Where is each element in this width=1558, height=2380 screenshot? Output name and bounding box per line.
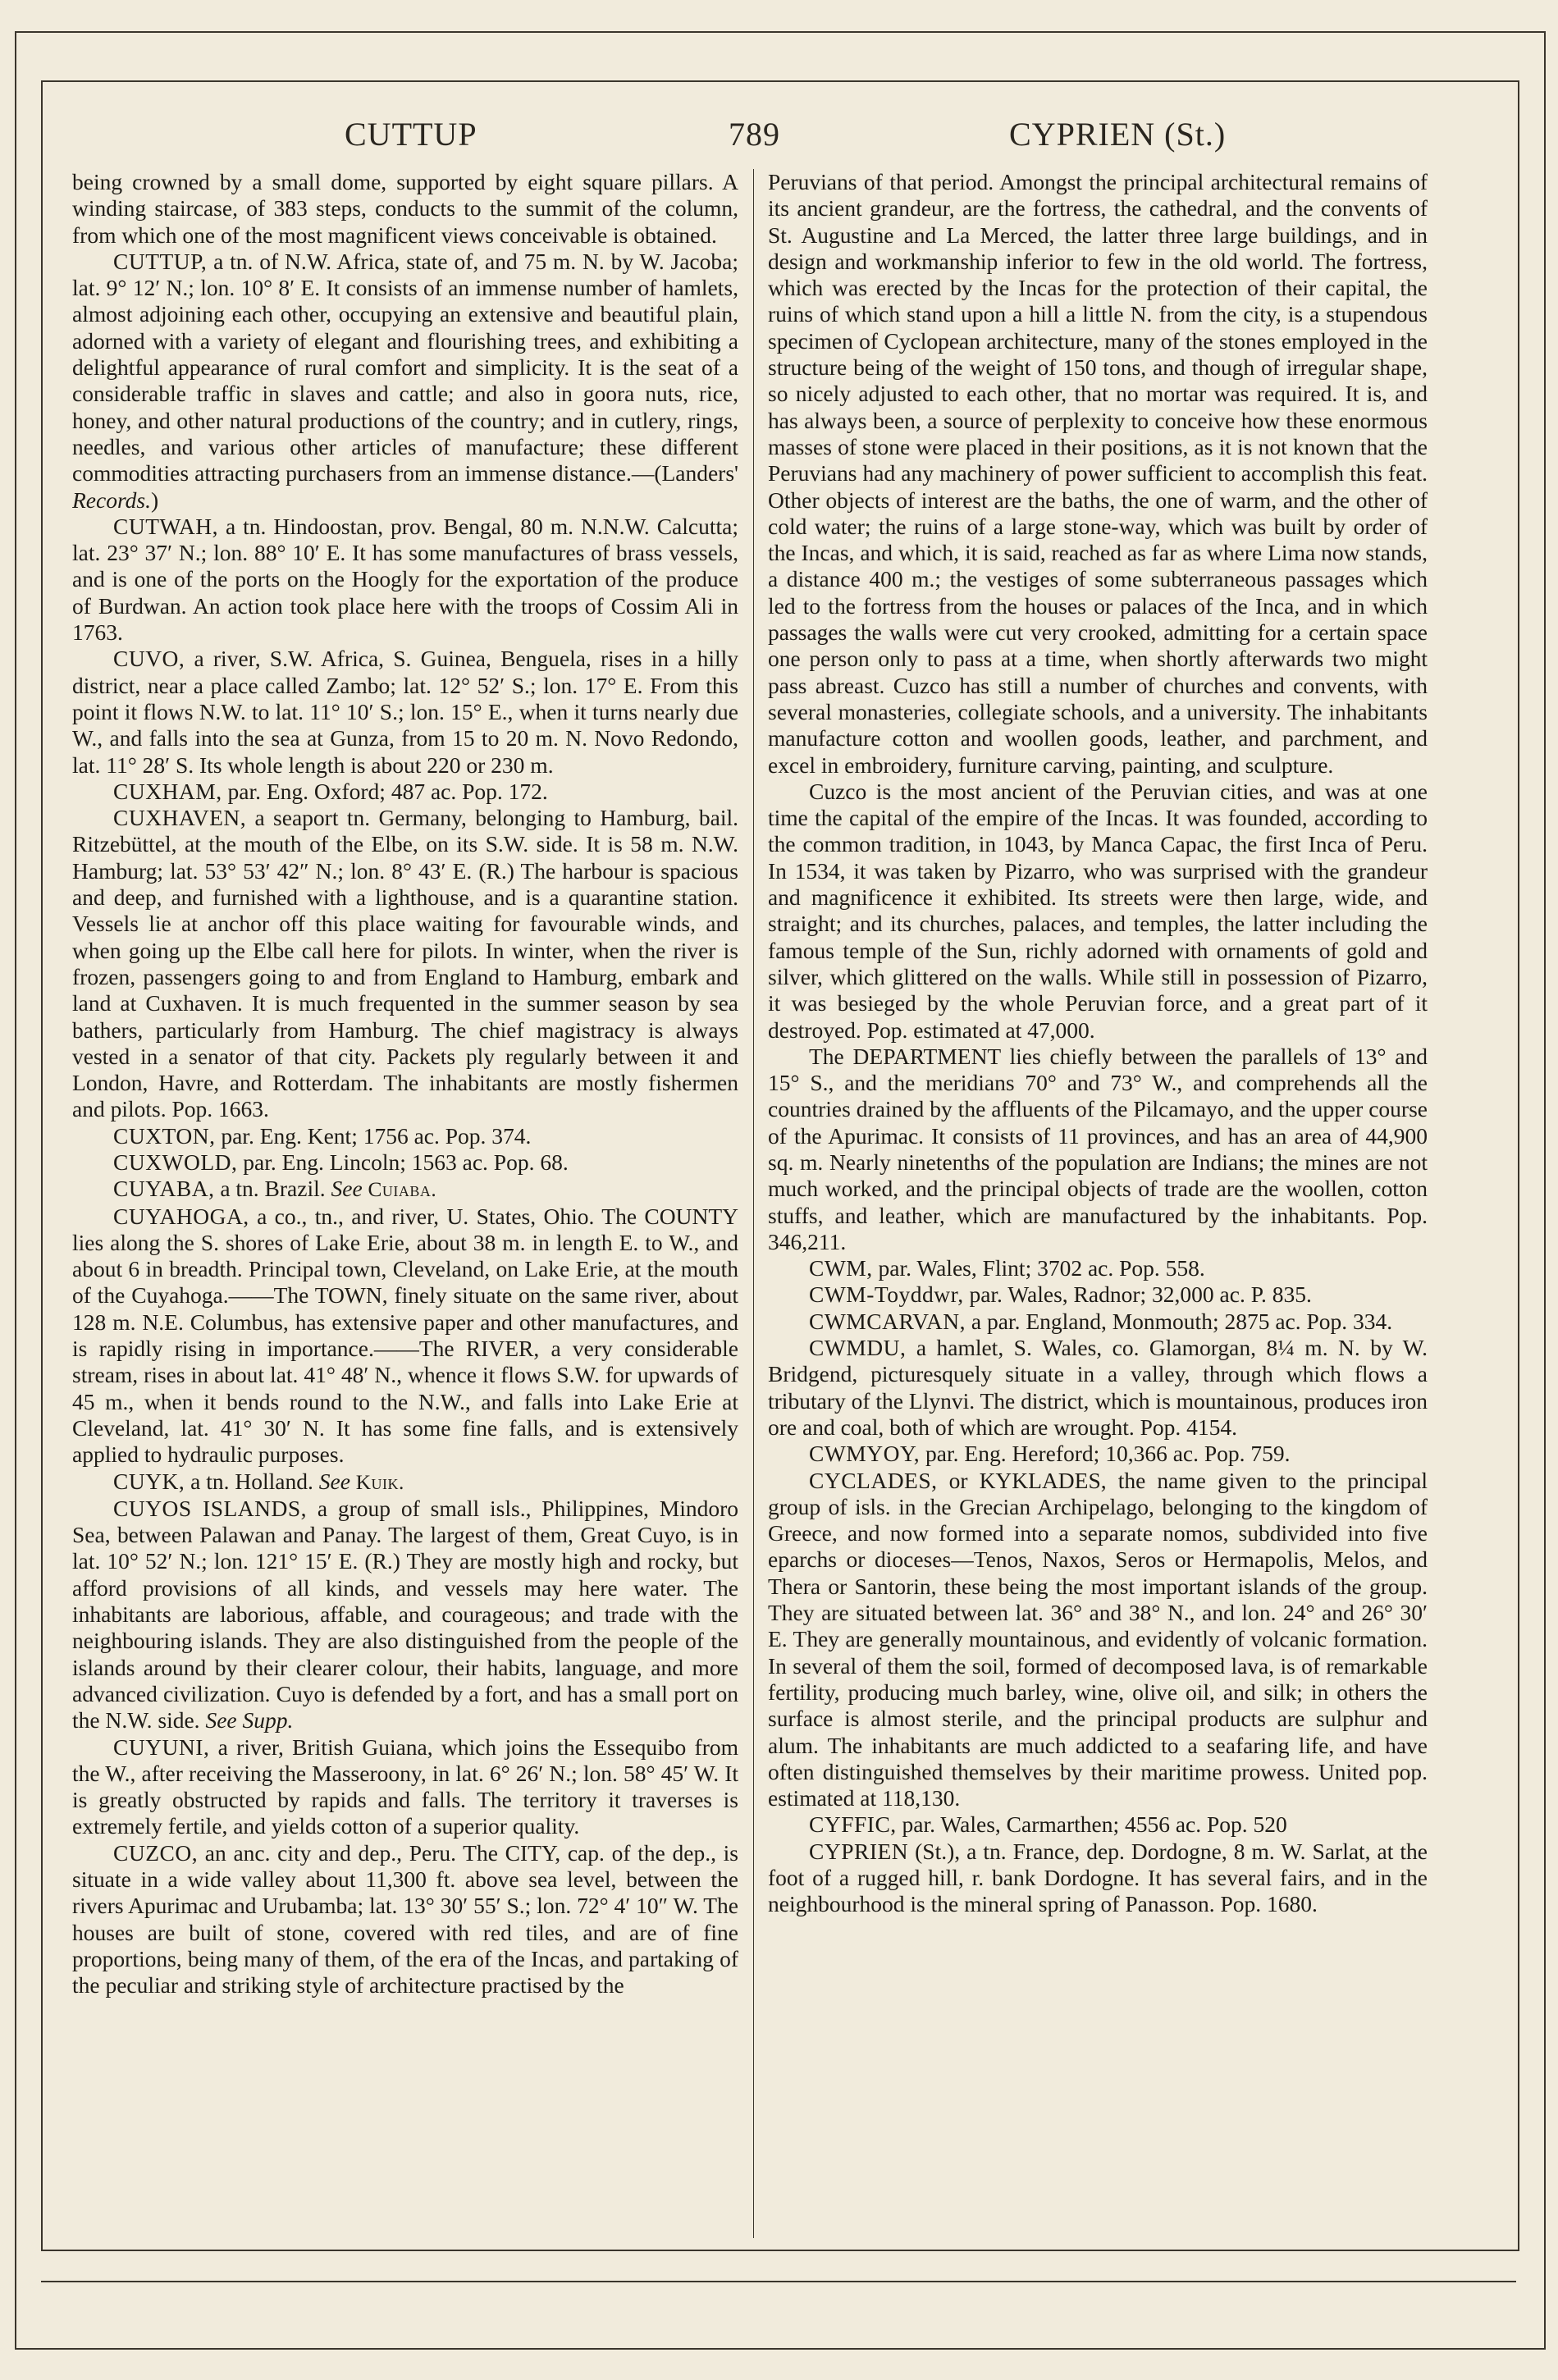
headword: CUYOS ISLANDS, bbox=[113, 1495, 308, 1521]
entry-cuxwold bbox=[72, 1149, 738, 1176]
entry-text: Cuzco is the most ancient of the Peruvian cities, and was at one time the capital of the empire of the Incas. It was founded, according to the common tradition, in 1043, by Manca Capac, the first Inca of Peru. In 1534, it was taken by Pizarro, who was surprised with the grandeur and magnificence it exhibited. Its streets were then large, wide, and straight; and its churches, palaces, and temples, the latter including the famous temple of the Sun, richly adorned with ornaments of gold and silver, which glittered on the walls. While still in possession of Pizarro, it was besieged by the whole Peruvian force, and a great part of it destroyed. Pop. estimated at 47,000. bbox=[768, 778, 1428, 1043]
entry-text: a river, S.W. Africa, S. Guinea, Benguela, rises in a hilly district, near a place called Zambo; lat. 12° 52′ S.; lon. 17° E. From this point it flows N.W. to lat. 11° 10′ S.; lon. 15° E., when it turns nearly due W., and falls into the sea at Gunza, from 15 to 20 m. N. Novo Redondo, lat. 11° 28′ S. Its whole length is about 220 or 230 m. bbox=[72, 646, 738, 778]
entry-cuzco-2 bbox=[768, 779, 1428, 1044]
headword: CYCLADES, bbox=[809, 1467, 938, 1493]
entry-text: being crowned by a small dome, supported by eight square pillars. A winding staircase, of 383 steps, conducts to the summit of the column, from which one of the most magnificent views conceivable is obtained. bbox=[72, 169, 738, 248]
entry-text: par. Eng. Hereford; 10,366 ac. Pop. 759. bbox=[920, 1441, 1291, 1467]
entry-text: par. Wales, Radnor; 32,000 ac. P. 835. bbox=[963, 1281, 1312, 1308]
entry-cyffic bbox=[768, 1811, 1428, 1838]
headword: CWMYOY, bbox=[809, 1441, 921, 1467]
column-divider bbox=[753, 169, 754, 2238]
entry-text: a tn. Hindoostan, prov. Bengal, 80 m. N.N.W. Calcutta; lat. 23° 37′ N.; lon. 88° 10′ E. It has some manufactures of brass vessels, and is one of the ports on the Hoogly for the exportation of the produce of Burdwan. An action took place here with the troops of Cossim Ali in 1763. bbox=[72, 513, 738, 646]
entry-text: Peruvians of that period. Amongst the principal architectural remains of its ancient grandeur, are the fortress, the cathedral, and the convents of St. Augustine and La Merced, the latter three large buildings, and in design and workmanship inferior to few in the old world. The fortress, which was erected by the Incas for the protection of their capital, the ruins of which stand upon a hill a little N. from the city, is a stupendous specimen of Cyclopean architecture, many of the stones employed in the structure being of the weight of 150 tons, and though of irregular shape, so nicely adjusted to each other, that no mortar was required. It is, and has always been, a source of perplexity to conceive how these enormous masses of stone were placed in their positions, as it is not known that the Peruvians had any machinery of power sufficient to accomplish this feat. Other objects of interest are the baths, the one of warm, and the other of cold water; the ruins of a large stone-way, which was built by order of the Incas, and which, it is said, reached as far as where Lima now stands, a distance 400 m.; the vestiges of some subterraneous passages which led to the fortress from the houses or palaces of the Inca, and in which passages the walls were cut very crooked, admitting for a certain space one person only to pass at a time, when shortly afterwards two might pass abreast. Cuzco has still a number of churches and convents, with several monasteries, collegiate schools, and a university. The inhabitants manufacture cotton and woollen goods, leather, and parchment, and excel in embroidery, furniture carving, painting, and sculpture. bbox=[768, 169, 1428, 778]
headword: CUTWAH, bbox=[113, 513, 219, 539]
header-left-guide-word: CUTTUP bbox=[345, 116, 477, 153]
entry-cuxton bbox=[72, 1123, 738, 1149]
headword: CUYABA, bbox=[113, 1176, 215, 1202]
headword: CYFFIC, bbox=[809, 1811, 897, 1838]
entry-text: a group of small isls., Philippines, Mindoro Sea, between Palawan and Panay. The largest of them, Great Cuyo, is in lat. 10° 52′ N.; lon. 121° 15′ E. (R.) They are mostly high and rocky, but afford provisions of all kinds, and vessels may here water. The inhabitants are laborious, affable, and courageous; and trade with the neighbouring islands. They are also distinguished from the people of the islands around by their clearer colour, their habits, language, and more advanced civilization. Cuyo is defended by a fort, and has a small port on the N.W. side. bbox=[72, 1495, 738, 1734]
entry-cuzco-cont bbox=[768, 169, 1428, 779]
entry-cutwah bbox=[72, 514, 738, 646]
entry-cwmyoy bbox=[768, 1441, 1428, 1467]
entry-text: a hamlet, S. Wales, co. Glamorgan, 8¼ m. N. by W. Bridgend, picturesquely situate in a valley, through which flows a tributary of the Llynvi. The district, which is mountainous, produces iron ore and coal, both of which are wrought. Pop. 4154. bbox=[768, 1335, 1428, 1440]
entry-cuyahoga bbox=[72, 1204, 738, 1469]
entry-text: a par. England, Monmouth; 2875 ac. Pop. 334. bbox=[966, 1308, 1393, 1334]
headword: CUXWOLD, bbox=[113, 1149, 238, 1175]
entry-cuyk bbox=[72, 1469, 738, 1496]
entry-cuzco bbox=[72, 1840, 738, 1999]
entry-cross-reference: Kuik. bbox=[350, 1470, 404, 1494]
entry-italic: See bbox=[318, 1468, 350, 1494]
headword: CUXTON, bbox=[113, 1122, 216, 1149]
entry-italic: Records. bbox=[72, 487, 151, 513]
headword: CWM, bbox=[809, 1255, 873, 1281]
headword: CYPRIEN bbox=[809, 1838, 909, 1864]
entry-cwmdu bbox=[768, 1335, 1428, 1441]
entry-cuyaba bbox=[72, 1176, 738, 1203]
headword: CUTTUP, bbox=[113, 248, 208, 274]
bottom-rule bbox=[41, 2281, 1516, 2282]
entry-cwm bbox=[768, 1255, 1428, 1281]
entry-text: par. Wales, Flint; 3702 ac. Pop. 558. bbox=[872, 1255, 1205, 1281]
header-right-guide-word: CYPRIEN (St.) bbox=[1009, 116, 1227, 153]
entry-text: a seaport tn. Germany, belonging to Hamburg, bail. Ritzebüttel, at the mouth of the Elbe, on its S.W. side. It is 58 m. N.W. Hamburg; lat. 53° 53′ 42″ N.; lon. 8° 43′ E. (R.) The harbour is spacious and deep, and furnished with a lighthouse, and is a quarantine station. Vessels lie at anchor off this place waiting for favourable winds, and when going up the Elbe call here for pilots. In winter, when the river is frozen, passengers going to and from England to Hamburg, embark and land at Cuxhaven. It is much frequented in the summer season by sea bathers, particularly from Hamburg. The chief magistracy is always vested in a senator of that city. Packets ply regularly between it and London, Havre, and Rotterdam. The inhabitants are mostly fishermen and pilots. Pop. 1663. bbox=[72, 805, 738, 1122]
headword: CUVO, bbox=[113, 646, 185, 672]
left-column bbox=[72, 169, 738, 2253]
entry-text: par. Eng. Kent; 1756 ac. Pop. 374. bbox=[215, 1122, 532, 1149]
entry-cross-reference: Cuiaba. bbox=[362, 1178, 437, 1202]
entry-cuttup bbox=[72, 249, 738, 514]
entry-text: a co., tn., and river, U. States, Ohio. The COUNTY lies along the S. shores of Lake Erie, about 38 m. in length E. to W., and about 6 in breadth. Principal town, Cleveland, on Lake Erie, at the mouth of the Cuyahoga.——The TOWN, finely situate on the same river, about 128 m. N.E. Columbus, has extensive paper and other manufactures, and is rapidly rising in importance.——The RIVER, a very considerable stream, rises in about lat. 41° 48′ N., whence it flows S.W. for upwards of 45 m., when it bends round to the N.W., and falls into Lake Erie at Cleveland, lat. 41° 30′ N. It has some fine falls, and is extensively applied to hydraulic purposes. bbox=[72, 1203, 738, 1468]
headword: CUXHAM, bbox=[113, 778, 222, 804]
headword: CWMDU, bbox=[809, 1335, 907, 1361]
entry-text: a river, British Guiana, which joins the Essequibo from the W., after receiving the Masseroony, in lat. 6° 26′ N.; lon. 58° 45′ W. It is greatly obstructed by rapids and falls. The territory it traverses is extremely fertile, and yields cotton of a superior quality. bbox=[72, 1734, 738, 1839]
entry-text: The DEPARTMENT lies chiefly between the parallels of 13° and 15° S., and the meridians 70° and 73° W., and comprehends all the countries drained by the affluents of the Pilcamayo, and the upper course of the Apurimac. It consists of 11 provinces, and has an area of 44,900 sq. m. Nearly ninetenths of the population are Indians; the mines are not much worked, and the principal objects of trade are the woollen, cotton stuffs, and leather, which are manufactured by the inhabitants. Pop. 346,211. bbox=[768, 1043, 1428, 1254]
headword: CWM-Toyddwr, bbox=[809, 1281, 964, 1308]
entry-cuxham bbox=[72, 779, 738, 805]
page-number: 789 bbox=[729, 116, 780, 153]
entry-text: an anc. city and dep., Peru. The CITY, cap. of the dep., is situate in a wide valley about 11,300 ft. above sea level, between the rivers Apurimac and Urubamba; lat. 13° 30′ 55′ S.; lon. 72° 4′ 10″ W. The houses are built of stone, covered with red tiles, and are of fine proportions, being many of them, of the era of the Incas, and partaking of the peculiar and striking style of architecture practised by the bbox=[72, 1839, 738, 1999]
headword: CUYK, bbox=[113, 1468, 185, 1494]
entry-cont bbox=[72, 169, 738, 249]
headword: CWMCARVAN, bbox=[809, 1308, 966, 1334]
headword: CUXHAVEN, bbox=[113, 805, 247, 831]
entry-cuvo bbox=[72, 646, 738, 778]
entry-cuyuni bbox=[72, 1734, 738, 1840]
headword: CUYAHOGA, bbox=[113, 1203, 249, 1229]
entry-text: a tn. Brazil. bbox=[214, 1176, 331, 1202]
entry-cwm-toyddwr bbox=[768, 1281, 1428, 1308]
entry-cuzco-3 bbox=[768, 1044, 1428, 1255]
entry-text: a tn. of N.W. Africa, state of, and 75 m. N. by W. Jacoba; lat. 9° 12′ N.; lon. 10° 8′ E. It consists of an immense number of hamlets, almost adjoining each other, occupying an extensive and beautiful plain, adorned with a variety of elegant and flourishing trees, and exhibiting a delightful appearance of rural comfort and simplicity. It is the seat of a considerable traffic in slaves and cattle; and also in goora nuts, rice, honey, and other natural productions of the country; and in cutlery, rings, needles, and various other articles of manufacture; these different commodities attracting purchasers from an immense distance.—(Landers' bbox=[72, 248, 738, 487]
running-header bbox=[57, 115, 1501, 151]
entry-italic: See bbox=[331, 1176, 363, 1202]
headword: CUZCO, bbox=[113, 1839, 199, 1866]
entry-cyprien bbox=[768, 1839, 1428, 1918]
entry-cwmcarvan bbox=[768, 1309, 1428, 1335]
entry-tail: ) bbox=[150, 487, 159, 513]
entry-italic: See Supp. bbox=[205, 1707, 294, 1734]
entry-cuyos bbox=[72, 1496, 738, 1734]
entry-text: (St.), a tn. France, dep. Dordogne, 8 m. W. Sarlat, at the foot of a rugged hill, r. bank Dordogne. It has several fairs, and in the neighbourhood is the mineral spring of Panasson. Pop. 1680. bbox=[768, 1838, 1428, 1917]
headword: CUYUNI, bbox=[113, 1734, 210, 1760]
right-column bbox=[768, 169, 1428, 2253]
entry-text: a tn. Holland. bbox=[185, 1468, 319, 1494]
entry-text: par. Wales, Carmarthen; 4556 ac. Pop. 520 bbox=[896, 1811, 1287, 1838]
entry-text: or KYKLADES, the name given to the principal group of isls. in the Grecian Archipelago, belonging to the kingdom of Greece, and now formed into a separate nomos, subdivided into five eparchs or dioceses—Tenos, Naxos, Seros or Hermapolis, Melos, and Thera or Santorin, these being the most important islands of the group. They are situated between lat. 36° and 38° N., and lon. 24° and 26° 30′ E. They are generally mountainous, and evidently of volcanic formation. In several of them the soil, formed of decomposed lava, is of remarkable fertility, producing much barley, wine, olive oil, and silk; in others the surface is almost sterile, and the principal products are sulphur and alum. The inhabitants are much addicted to a seafaring life, and have often distinguished themselves by their maritime prowess. United pop. estimated at 118,130. bbox=[768, 1467, 1428, 1811]
entry-text: par. Eng. Lincoln; 1563 ac. Pop. 68. bbox=[237, 1149, 569, 1175]
entry-cyclades bbox=[768, 1468, 1428, 1812]
entry-cuxhaven bbox=[72, 805, 738, 1123]
entry-text: par. Eng. Oxford; 487 ac. Pop. 172. bbox=[222, 778, 548, 804]
